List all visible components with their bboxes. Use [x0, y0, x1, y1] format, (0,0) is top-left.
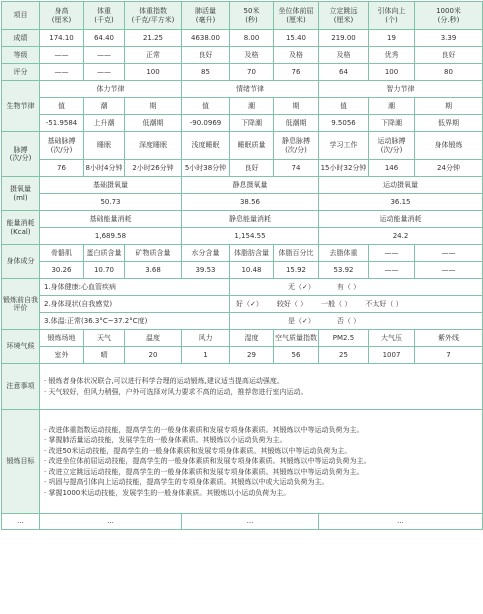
body-value: 3.68	[125, 262, 182, 279]
pulse-header: 浅度睡眠	[182, 132, 230, 160]
goal-line: · 改进立定跳远运动技能，提高学生的一般身体素质和发展专项身体素质。其锻炼以中等运动负荷为主。	[44, 467, 364, 476]
environment-value: 29	[230, 347, 274, 364]
notes-row	[2, 364, 483, 410]
points-cell: 80	[415, 64, 483, 81]
section-label-self-eval: 锻炼前自我评价	[2, 279, 40, 330]
grade-cell: 优秀	[369, 47, 415, 64]
body-value: ——	[369, 262, 415, 279]
body-value: 10.70	[84, 262, 125, 279]
body-header: ——	[415, 245, 483, 262]
biorhythm-subheader-row	[2, 98, 483, 115]
pulse-value: 5小时38分钟	[182, 160, 230, 177]
grade-cell: 及格	[274, 47, 319, 64]
body-value: 15.92	[274, 262, 319, 279]
biorhythm-value: 9.5056	[319, 115, 369, 132]
biorhythm-subheader: 期	[274, 98, 319, 115]
oxygen-value-exercise: 36.15	[319, 194, 483, 211]
points-cell: 100	[125, 64, 182, 81]
biorhythm-value-row	[2, 115, 483, 132]
header-cell-long-jump: 立定跳远 (厘米)	[319, 2, 369, 30]
option-yes-checked[interactable]: 是（✓）	[288, 316, 315, 325]
body-header: 水分含量	[182, 245, 230, 262]
environment-header: 天气	[84, 330, 125, 347]
self-eval-options-1	[230, 279, 483, 296]
pulse-value: 24分钟	[415, 160, 483, 177]
goals-content	[40, 410, 483, 514]
score-cell: 64.40	[84, 30, 125, 47]
grade-cell: ——	[84, 47, 125, 64]
section-label-oxygen: 摄氧量 (ml)	[2, 177, 40, 211]
energy-header-row	[2, 211, 483, 228]
pulse-value: 2小时26分钟	[125, 160, 182, 177]
score-cell: 8.00	[230, 30, 274, 47]
environment-header: 紫外线	[415, 330, 483, 347]
row-label-points: 评分	[2, 64, 40, 81]
option-good-checked[interactable]: 好（✓）	[236, 299, 263, 308]
row-label-score: 成绩	[2, 30, 40, 47]
goal-line: · 改进50米运动技能，提高学生的一般身体素质和发展专项身体素质。其锻炼以中等运动负荷为主。	[44, 446, 352, 455]
pulse-value: 146	[369, 160, 415, 177]
oxygen-value-basic: 50.73	[40, 194, 182, 211]
body-value-row	[2, 262, 483, 279]
body-header: 蛋白质含量	[84, 245, 125, 262]
pulse-header: 睡眠质量	[230, 132, 274, 160]
body-header-row	[2, 245, 483, 262]
biorhythm-value: 下降潮	[369, 115, 415, 132]
biorhythm-subheader: 期	[415, 98, 483, 115]
pulse-header-row	[2, 132, 483, 160]
pulse-header: 静息脉搏 (次/分)	[274, 132, 319, 160]
section-label-goals: 锻炼目标	[2, 410, 40, 514]
self-eval-row-2	[2, 296, 483, 313]
self-eval-options-3	[230, 313, 483, 330]
score-cell: 3.39	[415, 30, 483, 47]
score-row	[2, 30, 483, 47]
points-cell: 85	[182, 64, 230, 81]
oxygen-value-row	[2, 194, 483, 211]
section-label-body: 身体成分	[2, 245, 40, 279]
biorhythm-subheader: 期	[125, 98, 182, 115]
biorhythm-subheader: 潮	[369, 98, 415, 115]
score-cell: 174.10	[40, 30, 84, 47]
option-fairly-good[interactable]: 较好（ ）	[276, 299, 308, 308]
pulse-header: 睡眠	[84, 132, 125, 160]
biorhythm-value: -90.0969	[182, 115, 230, 132]
environment-header: 湿度	[230, 330, 274, 347]
option-not-good[interactable]: 不太好（ ）	[365, 299, 403, 308]
environment-header: 温度	[125, 330, 182, 347]
pulse-header: 学习工作	[319, 132, 369, 160]
biorhythm-value: 下降潮	[230, 115, 274, 132]
oxygen-value-resting: 38.56	[182, 194, 319, 211]
environment-value: 1007	[369, 347, 415, 364]
biorhythm-subheader: 值	[319, 98, 369, 115]
body-value: 53.92	[319, 262, 369, 279]
fitness-report-table	[1, 1, 483, 530]
goal-line: · 巩固与提高引体向上运动技能，提高学生的专项身体素质。其锻炼以中或大运动负荷为主。	[44, 478, 329, 487]
option-none-checked[interactable]: 无（✓）	[288, 282, 315, 291]
section-label-biorhythm: 生物节律	[2, 81, 40, 132]
environment-header-row	[2, 330, 483, 347]
biorhythm-value: 低潮期	[274, 115, 319, 132]
goal-line: · 掌握肺活量运动技能，发展学生的一般身体素质。其锻炼以小运动负荷为主。	[44, 436, 287, 445]
biorhythm-subheader: 值	[40, 98, 84, 115]
points-cell: 64	[319, 64, 369, 81]
pulse-value: 良好	[230, 160, 274, 177]
biorhythm-subheader: 潮	[230, 98, 274, 115]
section-label-notes: 注意事项	[2, 364, 40, 410]
option-average[interactable]: 一般（ ）	[321, 299, 352, 308]
section-label-energy: 能量消耗 (Kcal)	[2, 211, 40, 245]
biorhythm-group-physical: 体力节律	[40, 81, 182, 98]
grade-cell: 正常	[125, 47, 182, 64]
header-cell-height: 身高 (厘米)	[40, 2, 84, 30]
biorhythm-group-emotional: 情绪节律	[182, 81, 319, 98]
option-has[interactable]: 有（ ）	[336, 282, 361, 291]
environment-header: 风力	[182, 330, 230, 347]
self-eval-question-2: 2.身体现状(自我感觉)	[40, 296, 230, 313]
body-header: 矿物质含量	[125, 245, 182, 262]
energy-value-row	[2, 228, 483, 245]
footer-cell: ...	[2, 514, 40, 530]
biorhythm-value: 低界期	[415, 115, 483, 132]
notes-line: · 天气较好，但风力稍强，户外可选择对风力要求不高的运动，推荐您进行室内运动。	[44, 387, 308, 396]
points-cell: 70	[230, 64, 274, 81]
points-cell: 76	[274, 64, 319, 81]
footer-cell: ...	[319, 514, 483, 530]
section-label-pulse: 脉搏 (次/分)	[2, 132, 40, 177]
header-cell-1000m: 1000米 (分.秒)	[415, 2, 483, 30]
biorhythm-subheader: 值	[182, 98, 230, 115]
oxygen-header-exercise: 运动摄氧量	[319, 177, 483, 194]
goals-row	[2, 410, 483, 514]
pulse-value: 8小时4分钟	[84, 160, 125, 177]
notes-content	[40, 364, 483, 410]
environment-header: 锻炼场地	[40, 330, 84, 347]
header-cell-sit-reach: 坐位体前屈 (厘米)	[274, 2, 319, 30]
body-header: ——	[369, 245, 415, 262]
biorhythm-value: -51.9584	[40, 115, 84, 132]
environment-value-row	[2, 347, 483, 364]
energy-header-resting: 静息能量消耗	[182, 211, 319, 228]
self-eval-row-3	[2, 313, 483, 330]
body-value: 10.48	[230, 262, 274, 279]
score-cell: 21.25	[125, 30, 182, 47]
environment-header: 空气质量指数	[274, 330, 319, 347]
oxygen-header-resting: 静息摄氧量	[182, 177, 319, 194]
goal-line: · 掌握1000米运动技能，发展学生的一般身体素质。其锻炼以小运动负荷为主。	[44, 488, 291, 497]
biorhythm-subheader: 潮	[84, 98, 125, 115]
biorhythm-group-row	[2, 81, 483, 98]
oxygen-header-basic: 基础摄氧量	[40, 177, 182, 194]
header-cell-bmi: 体重指数 (千克/平方米)	[125, 2, 182, 30]
energy-header-exercise: 运动能量消耗	[319, 211, 483, 228]
grade-cell: 良好	[415, 47, 483, 64]
header-cell-item: 项目	[2, 2, 40, 30]
points-cell: 100	[369, 64, 415, 81]
biorhythm-value: 低潮期	[125, 115, 182, 132]
biorhythm-group-intellectual: 智力节律	[319, 81, 483, 98]
energy-value-basic: 1,689.58	[40, 228, 182, 245]
pulse-header: 深度睡眠	[125, 132, 182, 160]
header-cell-50m: 50米 (秒)	[230, 2, 274, 30]
pulse-header: 基础脉搏 (次/分)	[40, 132, 84, 160]
environment-value: 晴	[84, 347, 125, 364]
footer-cell: ...	[182, 514, 319, 530]
self-eval-question-3: 3.体温:正常(36.3°C~37.2°C度)	[40, 313, 230, 330]
pulse-value-row	[2, 160, 483, 177]
score-cell: 15.40	[274, 30, 319, 47]
grade-cell: 及格	[230, 47, 274, 64]
points-row	[2, 64, 483, 81]
environment-value: 室外	[40, 347, 84, 364]
energy-value-resting: 1,154.55	[182, 228, 319, 245]
body-value: ——	[415, 262, 483, 279]
score-cell: 4638.00	[182, 30, 230, 47]
option-no[interactable]: 否（ ）	[336, 316, 361, 325]
pulse-value: 15小时32分钟	[319, 160, 369, 177]
pulse-header: 身体锻炼	[415, 132, 483, 160]
body-header: 骨骼肌	[40, 245, 84, 262]
energy-header-basic: 基础能量消耗	[40, 211, 182, 228]
environment-value: 7	[415, 347, 483, 364]
grade-cell: 良好	[182, 47, 230, 64]
points-cell: ——	[84, 64, 125, 81]
environment-value: 25	[319, 347, 369, 364]
body-header: 去脂体重	[319, 245, 369, 262]
header-cell-weight: 体重 (千克)	[84, 2, 125, 30]
body-header: 体脂肪含量	[230, 245, 274, 262]
points-cell: ——	[40, 64, 84, 81]
body-value: 39.53	[182, 262, 230, 279]
footer-row	[2, 514, 483, 530]
environment-header: 大气压	[369, 330, 415, 347]
body-value: 30.26	[40, 262, 84, 279]
score-cell: 19	[369, 30, 415, 47]
environment-value: 56	[274, 347, 319, 364]
self-eval-options-2	[230, 296, 483, 313]
environment-value: 20	[125, 347, 182, 364]
oxygen-header-row	[2, 177, 483, 194]
footer-cell: ...	[40, 514, 182, 530]
biorhythm-value: 上升潮	[84, 115, 125, 132]
self-eval-row-1	[2, 279, 483, 296]
header-cell-vital-capacity: 肺活量 (毫升)	[182, 2, 230, 30]
score-cell: 219.00	[319, 30, 369, 47]
section-label-environment: 环境气候	[2, 330, 40, 364]
body-header: 体脂百分比	[274, 245, 319, 262]
pulse-value: 74	[274, 160, 319, 177]
pulse-value: 76	[40, 160, 84, 177]
goal-line: · 改进坐位体前屈运动技能，提高学生的一般身体素质和发展专项身体素质。其锻炼以中等运动负荷为主。	[44, 457, 371, 466]
grade-cell: 及格	[319, 47, 369, 64]
notes-line: · 锻炼者身体状况联合,可以进行科学合理的运动锻炼,建议适当提高运动强度。	[44, 376, 284, 385]
environment-header: PM2.5	[319, 330, 369, 347]
energy-value-exercise: 24.2	[319, 228, 483, 245]
summary-header-row	[2, 2, 483, 30]
row-label-grade: 等级	[2, 47, 40, 64]
environment-value: 1	[182, 347, 230, 364]
pulse-header: 运动脉搏 (次/分)	[369, 132, 415, 160]
grade-cell: ——	[40, 47, 84, 64]
goal-line: · 改进体重指数运动技能，提高学生的一般身体素质和发展专项身体素质。其锻炼以中等运动负荷为主。	[44, 425, 364, 434]
header-cell-pull-up: 引体向上 (个)	[369, 2, 415, 30]
grade-row	[2, 47, 483, 64]
self-eval-question-1: 1.身体健康:心血管疾病	[40, 279, 230, 296]
